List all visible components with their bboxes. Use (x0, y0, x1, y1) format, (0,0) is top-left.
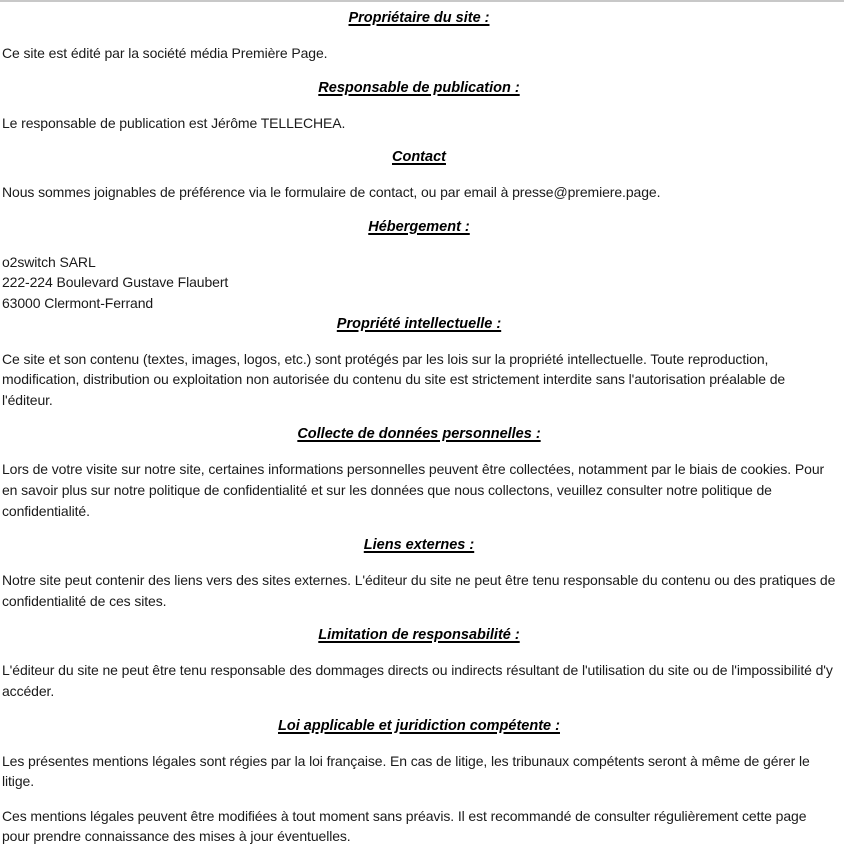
heading-hosting (2, 217, 836, 238)
paragraph-legal-notice-updates: Ces mentions légales peuvent être modifiées à tout moment sans préavis. Il est recommandé de consulter régulièrement cette page pour prendre connaissance des mises à jour éventuelles. (2, 807, 807, 845)
heading-intellectual-property (2, 314, 836, 335)
paragraph-personal-data: Lors de votre visite sur notre site, certaines informations personnelles peuvent être collectées, notamment par le biais de cookies. Pour en savoir plus sur notre politique de confidentialité et sur les données que nous collectons, veuillez consulter notre politique de confidentialité. (2, 461, 825, 519)
heading-publication-manager (2, 78, 836, 99)
hosting-city-postal: 63000 Clermont-Ferrand (2, 294, 154, 311)
heading-personal-data-text: Collecte de données personnelles : (297, 426, 541, 443)
heading-publication-manager-text: Responsable de publication : (318, 79, 520, 96)
heading-personal-data (2, 424, 836, 445)
heading-contact (2, 147, 836, 168)
paragraph-contact: Nous sommes joignables de préférence via le formulaire de contact, ou par email à presse@premiere.page. (2, 184, 661, 201)
heading-contact-text: Contact (392, 149, 446, 166)
heading-site-owner (2, 8, 836, 29)
paragraph-external-links: Notre site peut contenir des liens vers des sites externes. L'éditeur du site ne peut être tenu responsable du contenu ou des pratiques de confidentialité de ces sites. (2, 572, 836, 609)
paragraph-hosting-address (2, 252, 836, 314)
heading-applicable-law (2, 716, 836, 737)
hosting-street-address: 222-224 Boulevard Gustave Flaubert (2, 274, 229, 291)
heading-external-links (2, 535, 836, 556)
paragraph-liability-limitation: L'éditeur du site ne peut être tenu responsable des dommages directs ou indirects résultant de l'utilisation du site ou de l'impossibilité d'y accéder. (2, 662, 833, 699)
paragraph-site-owner: Ce site est édité par la société média Première Page. (2, 45, 328, 61)
paragraph-applicable-law: Les présentes mentions légales sont régies par la loi française. En cas de litige, les tribunaux compétents seront à même de gérer le litige. (2, 752, 810, 790)
hosting-company-name: o2switch SARL (2, 253, 96, 270)
paragraph-intellectual-property: Ce site et son contenu (textes, images, logos, etc.) sont protégés par les lois sur la propriété intellectuelle. Toute reproduction, modification, distribution ou exploitation non autorisée du contenu du site est strictement interdite sans l'autorisation préalable de l'éditeur. (2, 350, 786, 408)
heading-hosting-text: Hébergement : (368, 218, 470, 235)
heading-applicable-law-text: Loi applicable et juridiction compétente : (278, 717, 560, 734)
heading-site-owner-text: Propriétaire du site : (348, 10, 490, 26)
heading-intellectual-property-text: Propriété intellectuelle : (336, 315, 502, 332)
paragraph-publication-manager: Le responsable de publication est Jérôme TELLECHEA. (2, 114, 346, 131)
heading-liability-limitation-text: Limitation de responsabilité : (318, 627, 520, 644)
heading-external-links-text: Liens externes : (363, 537, 475, 554)
legal-notice-document (0, 8, 844, 847)
heading-liability-limitation (2, 625, 836, 646)
